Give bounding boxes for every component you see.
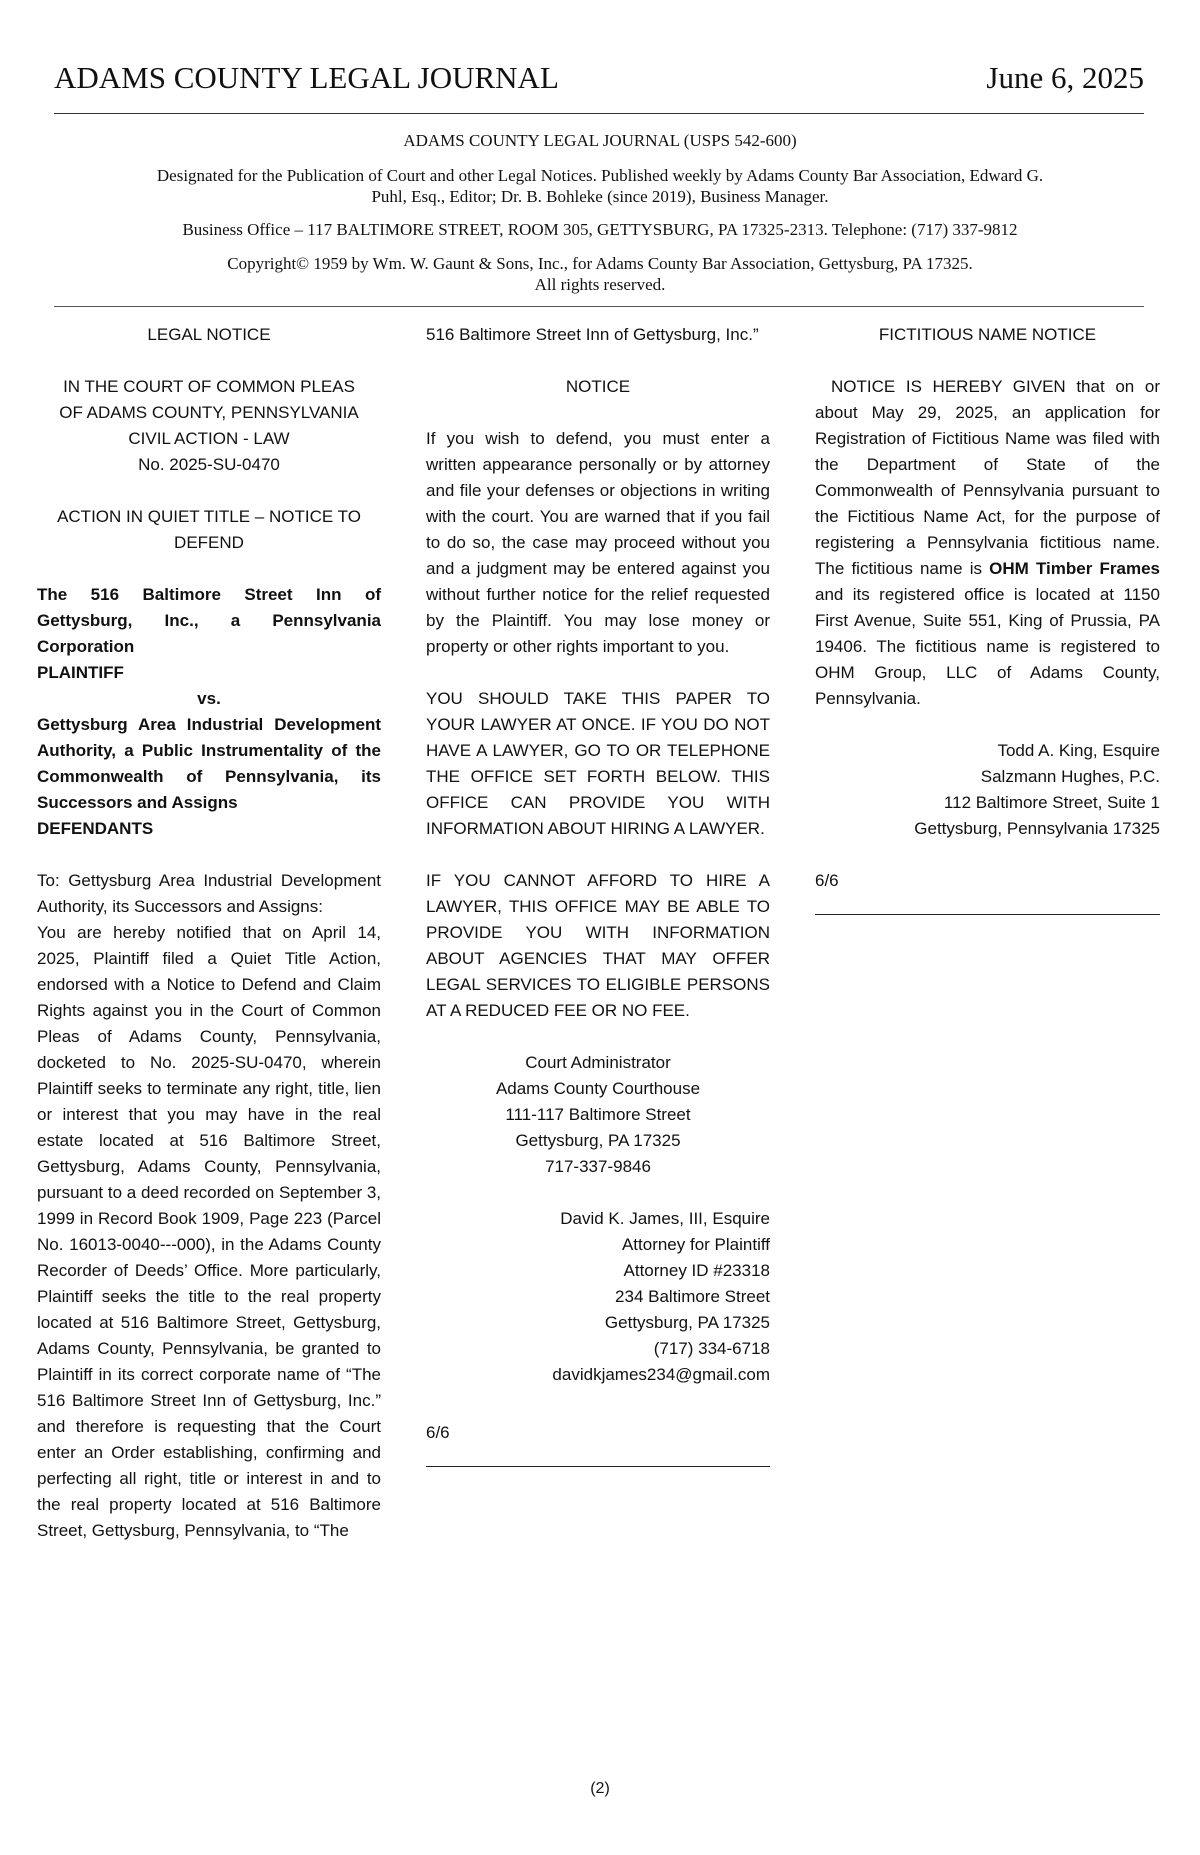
legal-notice-column bbox=[37, 322, 381, 1570]
designation-block bbox=[110, 165, 1090, 207]
masthead bbox=[54, 60, 1144, 96]
notice-heading: NOTICE bbox=[565, 377, 631, 396]
fictitious-name-body bbox=[815, 374, 1160, 712]
signer-name: Todd A. King, Esquire bbox=[997, 741, 1160, 760]
fictitious-end-rule bbox=[815, 914, 1160, 915]
defendant-name: Gettysburg Area Industrial Development Authority, a Public Instrumentality of the Commonwealth of Pennsylvania, its Successors and Assigns bbox=[37, 715, 381, 812]
admin-line-1: Court Administrator bbox=[525, 1053, 671, 1072]
action-title bbox=[37, 504, 381, 556]
header-divider bbox=[54, 306, 1144, 307]
court-caption-line-2: OF ADAMS COUNTY, PENNSYLVANIA bbox=[59, 403, 359, 422]
quiet-title-body: You are hereby notified that on April 14, 2025, Plaintiff filed a Quiet Title Action, endorsed with a Notice to Defend and Claim Rights against you in the Court of Common Pleas of Adams County, Pennsylvania, docketed to No. 2025-SU-0470, wherein Plaintiff seeks to terminate any right, title, lien or interest that you may have in the real estate located at 516 Baltimore Street, Gettysburg, Adams County, Pennsylvania, pursuant to a deed recorded on September 3, 1999 in Record Book 1909, Page 223 (Parcel No. 16013-0040---000), in the Adams County Recorder of Deeds’ Office. More particularly, Plaintiff seeks the title to the real property located at 516 Baltimore Street, Gettysburg, Adams County, Pennsylvania, be granted to Plaintiff in its correct corporate name of “The 516 Baltimore Street Inn of Gettysburg, Inc.” and therefore is requesting that the Court enter an Order establishing, confirming and perfecting all right, title or interest in and to the real property located at 516 Baltimore Street, Gettysburg, Pennsylvania, to “The bbox=[37, 923, 382, 1540]
designation-line-1: Designated for the Publication of Court and other Legal Notices. Published weekly by Adams County Bar Association, Edward G. bbox=[156, 166, 1044, 185]
signer-city: Gettysburg, Pennsylvania 17325 bbox=[914, 819, 1160, 838]
signer-street: 112 Baltimore Street, Suite 1 bbox=[943, 793, 1160, 812]
fictitious-name-column bbox=[815, 322, 1160, 915]
legal-notice-heading: LEGAL NOTICE bbox=[147, 325, 271, 344]
attorney-city: Gettysburg, PA 17325 bbox=[604, 1313, 770, 1332]
court-caption bbox=[37, 374, 381, 478]
issue-date: June 6, 2025 bbox=[986, 60, 1144, 95]
court-caption-line-1: IN THE COURT OF COMMON PLEAS bbox=[63, 377, 355, 396]
plaintiff-name: The 516 Baltimore Street Inn of Gettysburg, Inc., a Pennsylvania Corporation bbox=[37, 585, 381, 656]
notice-end-rule bbox=[426, 1466, 770, 1467]
copyright-line-1: Copyright© 1959 by Wm. W. Gaunt & Sons, Inc., for Adams County Bar Association, Gettysburg, PA 17325. bbox=[227, 254, 973, 273]
versus: vs. bbox=[197, 689, 221, 708]
court-caption-line-3: CIVIL ACTION - LAW bbox=[128, 429, 290, 448]
page-number: (2) bbox=[590, 1780, 610, 1797]
signer-firm: Salzmann Hughes, P.C. bbox=[980, 767, 1160, 786]
attorney-id: Attorney ID #23318 bbox=[623, 1261, 770, 1280]
action-title-line-2: DEFEND bbox=[174, 533, 244, 552]
fictitious-date: 6/6 bbox=[815, 871, 839, 890]
attorney-phone: (717) 334-6718 bbox=[653, 1339, 770, 1358]
fictitious-name-heading: FICTITIOUS NAME NOTICE bbox=[878, 325, 1097, 344]
fictitious-body-post: and its registered office is located at 1150 First Avenue, Suite 551, King of Prussia, PA 19406. The fictitious name is registered to OHM Group, LLC of Adams County, Pennsylvania. bbox=[815, 585, 1160, 708]
designation-line-2: Puhl, Esq., Editor; Dr. B. Bohleke (since 2019), Business Manager. bbox=[371, 187, 829, 206]
defendant-label: DEFENDANTS bbox=[37, 819, 154, 838]
notice-addressee: To: Gettysburg Area Industrial Development Authority, its Successors and Assigns: bbox=[37, 871, 381, 916]
admin-line-3: 111-117 Baltimore Street bbox=[505, 1105, 691, 1124]
attorney-name: David K. James, III, Esquire bbox=[560, 1209, 770, 1228]
copyright-line-2: All rights reserved. bbox=[534, 275, 666, 294]
notice-date: 6/6 bbox=[426, 1423, 450, 1442]
notice-to-defend-column bbox=[426, 322, 770, 1467]
admin-phone: 717-337-9846 bbox=[545, 1157, 651, 1176]
body-continuation: 516 Baltimore Street Inn of Gettysburg, Inc.” bbox=[426, 325, 759, 344]
court-administrator-block bbox=[426, 1050, 770, 1180]
journal-title: ADAMS COUNTY LEGAL JOURNAL bbox=[54, 60, 559, 95]
lawyer-advice: YOU SHOULD TAKE THIS PAPER TO YOUR LAWYER AT ONCE. IF YOU DO NOT HAVE A LAWYER, GO TO OR TELEPHONE THE OFFICE SET FORTH BELOW. THIS OFFICE CAN PROVIDE YOU WITH INFORMATION ABOUT HIRING A LAWYER. bbox=[426, 689, 770, 838]
copyright-block bbox=[110, 253, 1090, 295]
attorney-street: 234 Baltimore Street bbox=[615, 1287, 770, 1306]
business-office-line: Business Office – 117 BALTIMORE STREET, ROOM 305, GETTYSBURG, PA 17325-2313. Telephone: (717) 337-9812 bbox=[182, 220, 1018, 239]
action-title-line-1: ACTION IN QUIET TITLE – NOTICE TO bbox=[57, 507, 361, 526]
docket-number: No. 2025-SU-0470 bbox=[138, 455, 280, 474]
fictitious-body-pre: NOTICE IS HEREBY GIVEN that on or about May 29, 2025, an application for Registration of Fictitious Name was filed with the Department of State of the Commonwealth of Pennsylvania pursuant to the Fictitious Name Act, for the purpose of registering a Pennsylvania fictitious name. The fictitious name is bbox=[815, 377, 1160, 578]
admin-line-4: Gettysburg, PA 17325 bbox=[515, 1131, 681, 1150]
plaintiff-label: PLAINTIFF bbox=[37, 663, 124, 682]
parties-block bbox=[37, 582, 381, 842]
masthead-rule bbox=[54, 113, 1144, 114]
attorney-signature-block bbox=[426, 1206, 770, 1388]
admin-line-2: Adams County Courthouse bbox=[495, 1079, 701, 1098]
fictitious-signature-block bbox=[815, 738, 1160, 842]
fictitious-name-value: OHM Timber Frames bbox=[989, 559, 1160, 578]
attorney-email: davidkjames234@gmail.com bbox=[552, 1365, 770, 1384]
legal-aid-advice: IF YOU CANNOT AFFORD TO HIRE A LAWYER, THIS OFFICE MAY BE ABLE TO PROVIDE YOU WITH INFORMATION ABOUT AGENCIES THAT MAY OFFER LEGAL SERVICES TO ELIGIBLE PERSONS AT A REDUCED FEE OR NO FEE. bbox=[426, 871, 770, 1020]
attorney-role: Attorney for Plaintiff bbox=[621, 1235, 770, 1254]
notice-body: If you wish to defend, you must enter a written appearance personally or by attorney and file your defenses or objections in writing with the court. You are warned that if you fail to do so, the case may proceed without you and a judgment may be entered against you without further notice for the relief requested by the Plaintiff. You may lose money or property or other rights important to you. bbox=[426, 429, 770, 656]
usps-line: ADAMS COUNTY LEGAL JOURNAL (USPS 542-600) bbox=[403, 131, 797, 150]
